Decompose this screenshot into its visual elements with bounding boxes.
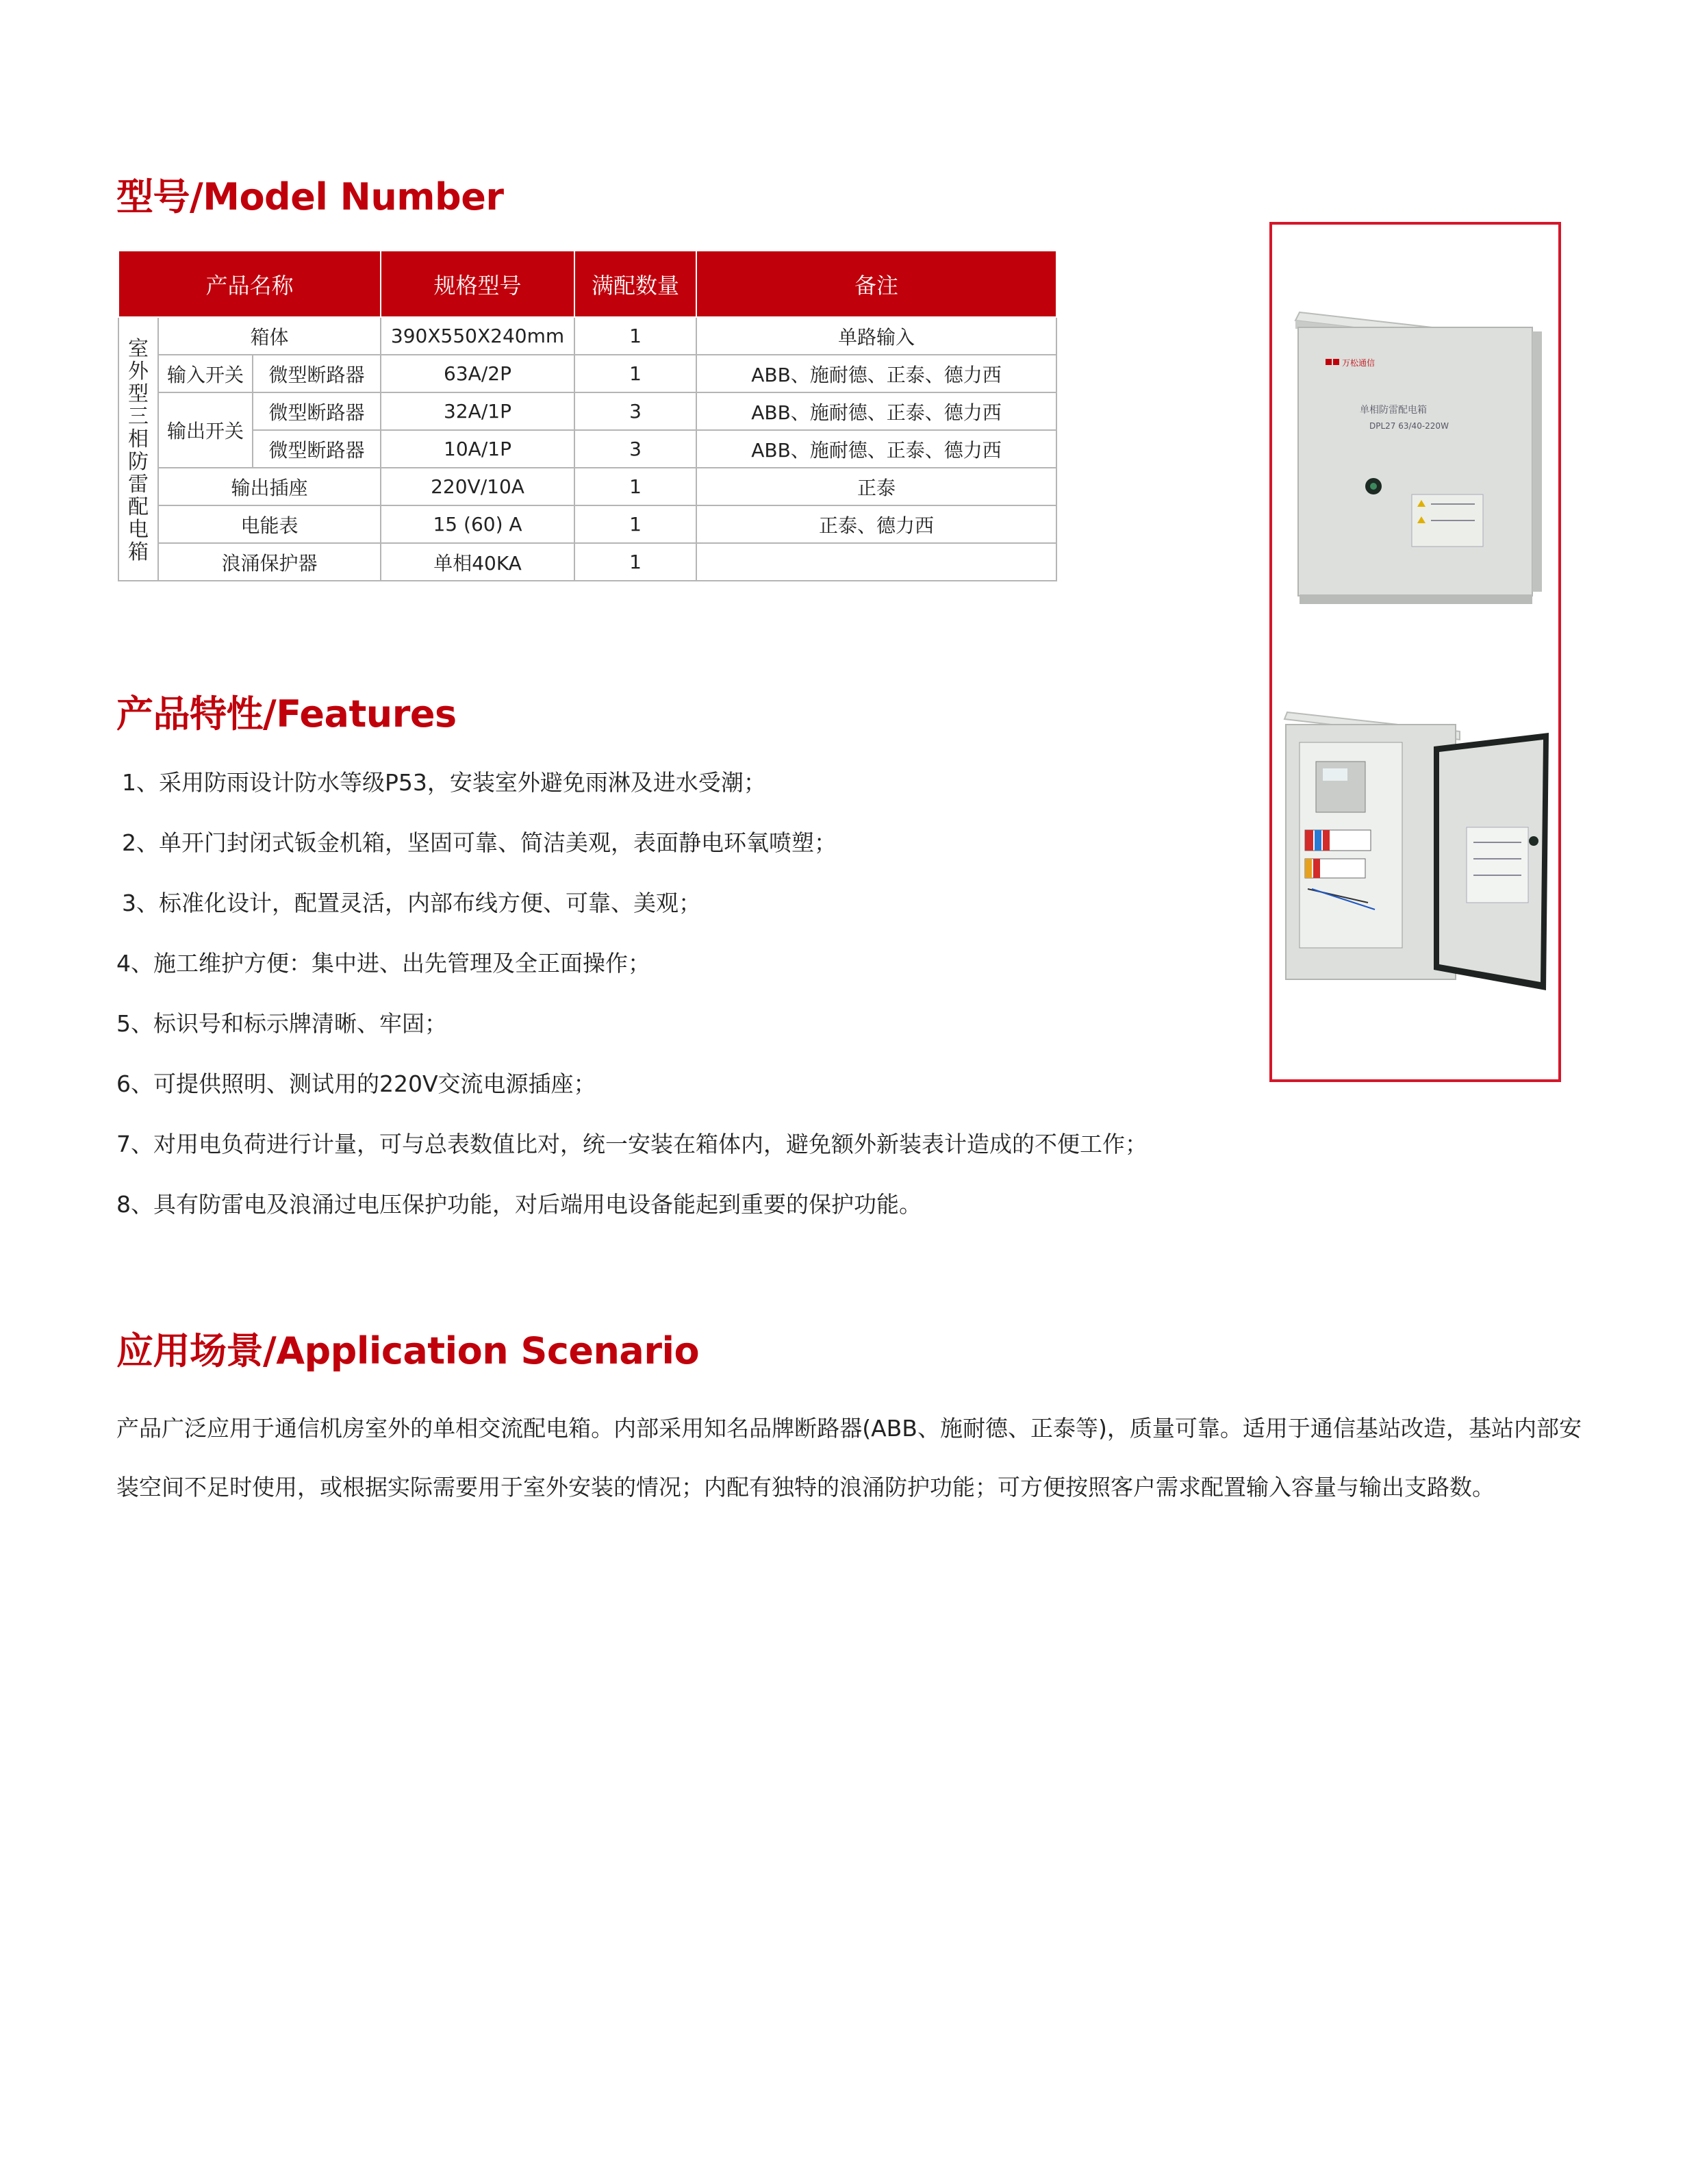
cell-note: ABB、施耐德、正泰、德力西 bbox=[696, 430, 1056, 468]
cell-group: 输出开关 bbox=[158, 392, 253, 468]
table-row bbox=[118, 430, 1056, 468]
table-row bbox=[118, 317, 1056, 355]
cell-qty: 3 bbox=[574, 430, 696, 468]
cell-group: 输入开关 bbox=[158, 355, 253, 392]
cell-note: ABB、施耐德、正泰、德力西 bbox=[696, 355, 1056, 392]
cell-name: 电能表 bbox=[158, 505, 381, 543]
table-row bbox=[118, 543, 1056, 581]
cell-subname: 微型断路器 bbox=[253, 355, 381, 392]
cell-name: 浪涌保护器 bbox=[158, 543, 381, 581]
cell-spec: 390X550X240mm bbox=[381, 317, 574, 355]
feature-item: 4、施工维护方便：集中进、出先管理及全正面操作； bbox=[116, 950, 650, 977]
header-product-name: 产品名称 bbox=[118, 251, 381, 317]
model-table bbox=[118, 250, 1057, 581]
cell-spec: 63A/2P bbox=[381, 355, 574, 392]
closed-cabinet-image bbox=[1295, 312, 1542, 604]
svg-text:单相防雷配电箱: 单相防雷配电箱 bbox=[1360, 405, 1427, 416]
feature-item: 5、标识号和标示牌清晰、牢固； bbox=[116, 1010, 447, 1037]
feature-item: 6、可提供照明、测试用的220V交流电源插座； bbox=[116, 1070, 596, 1097]
cell-note: ABB、施耐德、正泰、德力西 bbox=[696, 392, 1056, 430]
cell-spec: 单相40KA bbox=[381, 543, 574, 581]
cell-note: 正泰、德力西 bbox=[696, 505, 1056, 543]
cell-name: 箱体 bbox=[158, 317, 381, 355]
feature-item: 8、具有防雷电及浪涌过电压保护功能，对后端用电设备能起到重要的保护功能。 bbox=[116, 1191, 922, 1218]
header-spec: 规格型号 bbox=[381, 251, 574, 317]
svg-text:DPL27 63/40-220W: DPL27 63/40-220W bbox=[1369, 421, 1449, 431]
features-list bbox=[116, 764, 1148, 1246]
header-note: 备注 bbox=[696, 251, 1056, 317]
cell-note: 单路输入 bbox=[696, 317, 1056, 355]
product-photo-panel bbox=[1269, 222, 1561, 1082]
cell-spec: 10A/1P bbox=[381, 430, 574, 468]
cell-qty: 1 bbox=[574, 355, 696, 392]
model-number-title: 型号/Model Number bbox=[116, 175, 504, 218]
header-qty: 满配数量 bbox=[574, 251, 696, 317]
cell-subname: 微型断路器 bbox=[253, 392, 381, 430]
cell-name: 输出插座 bbox=[158, 468, 381, 505]
cell-qty: 1 bbox=[574, 505, 696, 543]
cell-qty: 1 bbox=[574, 317, 696, 355]
cell-note bbox=[696, 543, 1056, 581]
cell-spec: 15 (60) A bbox=[381, 505, 574, 543]
feature-item: 3、标准化设计，配置灵活，内部布线方便、可靠、美观； bbox=[122, 890, 701, 916]
table-row bbox=[118, 355, 1056, 392]
table-row bbox=[118, 392, 1056, 430]
cell-subname: 微型断路器 bbox=[253, 430, 381, 468]
product-group-label: 室 外 型 三 相 防 雷 配 电 箱 bbox=[118, 317, 158, 581]
cell-note: 正泰 bbox=[696, 468, 1056, 505]
table-header-row bbox=[118, 251, 1056, 317]
table-row bbox=[118, 468, 1056, 505]
cell-qty: 3 bbox=[574, 392, 696, 430]
table-row bbox=[118, 505, 1056, 543]
cell-spec: 32A/1P bbox=[381, 392, 574, 430]
svg-text:万松通信: 万松通信 bbox=[1342, 358, 1376, 368]
features-title: 产品特性/Features bbox=[116, 692, 457, 736]
feature-item: 1、采用防雨设计防水等级P53，安装室外避免雨淋及进水受潮； bbox=[122, 769, 766, 796]
application-paragraph: 产品广泛应用于通信机房室外的单相交流配电箱。内部采用知名品牌断路器(ABB、施耐德、正泰等)，质量可靠。适用于通信基站改造，基站内部安装空间不足时使用，或根据实际需要用于室外安装的情况；内配有独特的浪涌防护功能；可方便按照客户需求配置输入容量与输出支路数。 bbox=[116, 1415, 1582, 1501]
cabinet-photos bbox=[1272, 225, 1558, 1079]
cell-qty: 1 bbox=[574, 543, 696, 581]
cell-qty: 1 bbox=[574, 468, 696, 505]
application-title: 应用场景/Application Scenario bbox=[116, 1329, 700, 1372]
open-cabinet-image bbox=[1284, 712, 1549, 990]
feature-item: 2、单开门封闭式钣金机箱，坚固可靠、简洁美观，表面静电环氧喷塑； bbox=[122, 829, 837, 856]
feature-item: 7、对用电负荷进行计量，可与总表数值比对，统一安装在箱体内，避免额外新装表计造成的不便工作； bbox=[116, 1131, 1148, 1157]
cell-spec: 220V/10A bbox=[381, 468, 574, 505]
